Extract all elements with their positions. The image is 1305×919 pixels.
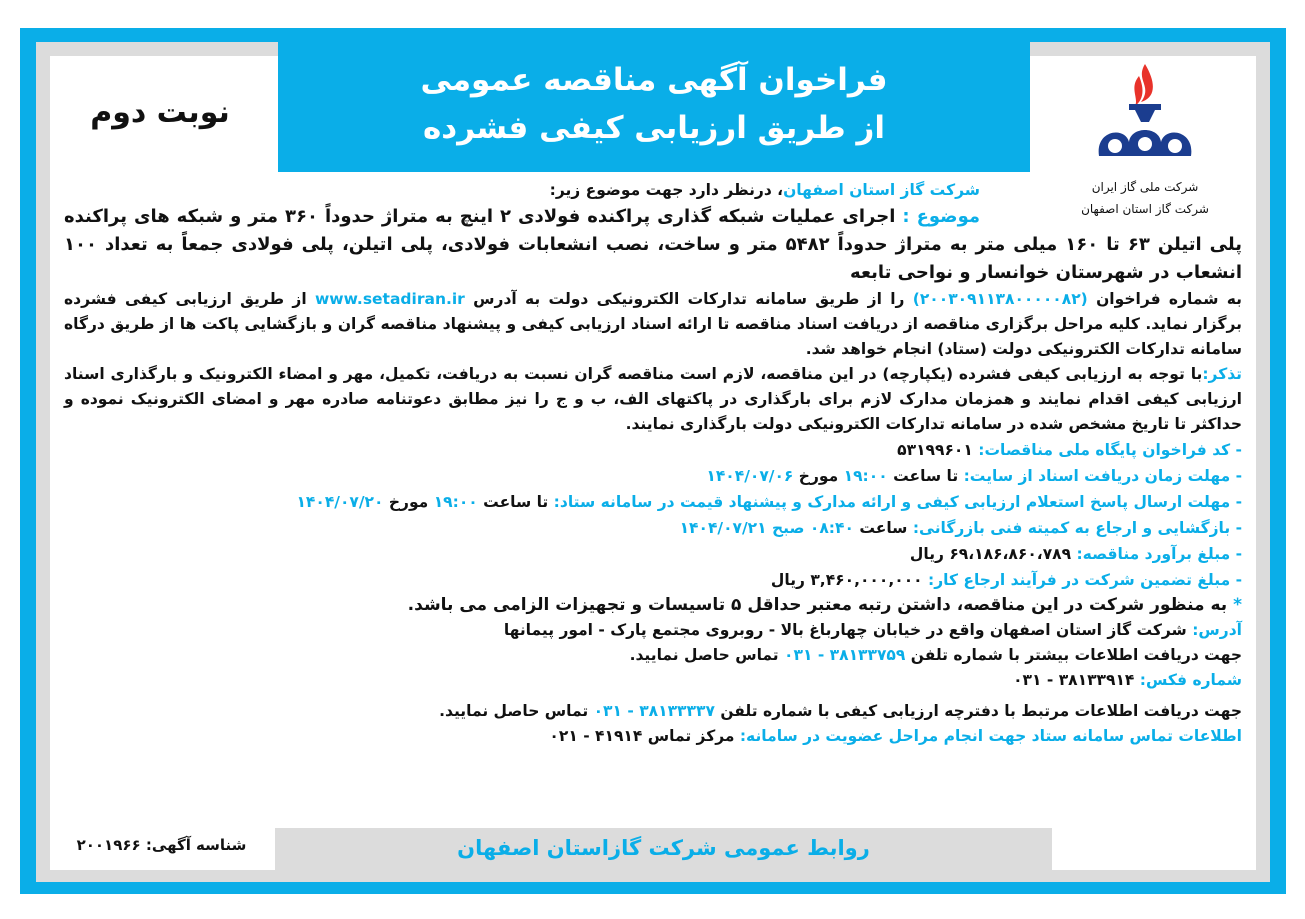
p1-mid: را از طریق سامانه تدارکات الکترونیکی دولت به آدرس bbox=[473, 290, 905, 308]
intro-text: ، درنظر دارد جهت موضوع زیر: bbox=[549, 181, 784, 199]
info-pre: جهت دریافت اطلاعات بیشتر با شماره تلفن bbox=[910, 646, 1242, 664]
paragraph-tender bbox=[64, 287, 1242, 362]
detail-label: - مبلغ تضمین شرکت در فرآیند ارجاع کار: bbox=[928, 571, 1242, 589]
subject-text: اجرای عملیات شبکه گذاری پراکنده فولادی ۲ اینچ به متراژ حدوداً ۳۶۰ متر و شبکه های پراکنده پلی اتیلن ۶۳ تا ۱۶۰ میلی متر به متراژ حدوداً ۵۴۸۲ متر و ساخت، نصب انشعابات فولادی، پلی اتیلن، پلی فولادی جمعاً به تعداد ۱۰۰ انشعاب در شهرستان خوانسار و نواحی تابعه bbox=[64, 206, 1242, 283]
detail-time: ۱۹:۰۰ bbox=[433, 493, 478, 511]
setad-text: مرکز تماس ۴۱۹۱۴ - ۰۲۱ bbox=[549, 727, 735, 745]
requirement-text: به منظور شرکت در این مناقصه، داشتن رتبه معتبر حداقل ۵ تاسیسات و تجهیزات الزامی می باشد. bbox=[407, 595, 1228, 615]
title-line-1: فراخوان آگهی مناقصه عمومی bbox=[420, 62, 888, 98]
detail-label: - کد فراخوان پایگاه ملی مناقصات: bbox=[978, 441, 1242, 459]
address-text: شرکت گاز استان اصفهان واقع در خیابان چهارباغ بالا - روبروی مجتمع پارک - امور پیمانها bbox=[503, 621, 1187, 639]
tender-body bbox=[64, 178, 1242, 749]
reminder bbox=[64, 362, 1242, 437]
detail-value: ۳,۴۶۰,۰۰۰,۰۰۰ ریال bbox=[770, 571, 923, 589]
logo-caption-isfahan: شرکت گاز استان اصفهان bbox=[1081, 202, 1209, 216]
p1-post: از طریق ارزیابی کیفی فشرده برگزار نماید. کلیه مراحل برگزاری مناقصه از دریافت اسناد مناقصه تا ارائه اسناد ارزیابی کیفی و پیشنهاد مناقصه گران و بازگشایی پاکت ها از طریق درگاه سامانه تدارکات الکترونیکی دولت (ستاد) انجام خواهد شد. bbox=[64, 290, 1242, 358]
detail-time: ۱۹:۰۰ bbox=[843, 467, 888, 485]
reminder-label: تذکر: bbox=[1202, 365, 1242, 383]
setad-contact-line bbox=[64, 724, 1242, 749]
logo-caption-nigc: شرکت ملی گاز ایران bbox=[1091, 180, 1199, 194]
caption-spacer bbox=[980, 178, 1242, 228]
detail-value: ساعت bbox=[859, 519, 908, 537]
detail-mid: مورخ bbox=[798, 467, 839, 485]
fax-number: ۳۸۱۳۳۹۱۴ - ۰۳۱ bbox=[1013, 671, 1135, 689]
detail-value: تا ساعت bbox=[483, 493, 549, 511]
detail-time: ۰۸:۴۰ bbox=[809, 519, 854, 537]
fax-line bbox=[64, 668, 1242, 693]
round-label: نوبت دوم bbox=[90, 95, 230, 130]
title-box bbox=[278, 42, 1030, 172]
detail-label: - بازگشایی و ارجاع به کمیته فنی بازرگانی: bbox=[912, 519, 1242, 537]
details-list bbox=[64, 437, 1242, 593]
tender-number: (۲۰۰۳۰۹۱۱۳۸۰۰۰۰۰۸۲) bbox=[912, 290, 1088, 308]
detail-value: تا ساعت bbox=[893, 467, 959, 485]
info-phone: ۳۸۱۳۳۷۵۹ - ۰۳۱ bbox=[784, 646, 906, 664]
gas-company-logo-icon bbox=[1085, 60, 1205, 170]
detail-label: - مبلغ برآورد مناقصه: bbox=[1076, 545, 1242, 563]
quality-post: تماس حاصل نمایید. bbox=[439, 702, 589, 720]
company-name: شرکت گاز استان اصفهان bbox=[783, 181, 980, 199]
detail-item bbox=[64, 437, 1242, 463]
quality-phone-line bbox=[64, 699, 1242, 724]
detail-item bbox=[64, 567, 1242, 593]
requirement-note bbox=[64, 593, 1242, 618]
quality-phone: ۳۸۱۳۳۳۳۷ - ۰۳۱ bbox=[593, 702, 715, 720]
detail-mid: صبح bbox=[772, 519, 805, 537]
address-label: آدرس: bbox=[1192, 621, 1242, 639]
fax-label: شماره فکس: bbox=[1139, 671, 1242, 689]
detail-label: - مهلت ارسال پاسخ استعلام ارزیابی کیفی و ارائه مدارک و پیشنهاد قیمت در سامانه ستاد: bbox=[553, 493, 1242, 511]
star-icon: * bbox=[1233, 595, 1242, 615]
info-post: تماس حاصل نمایید. bbox=[629, 646, 779, 664]
detail-mid: مورخ bbox=[388, 493, 429, 511]
ad-id: شناسه آگهی: ۲۰۰۱۹۶۶ bbox=[76, 836, 247, 854]
detail-item bbox=[64, 541, 1242, 567]
public-relations: روابط عمومی شرکت گازاستان اصفهان bbox=[457, 836, 870, 860]
title-line-2: از طریق ارزیابی کیفی فشرده bbox=[422, 110, 885, 146]
detail-value: ۵۳۱۹۹۶۰۱ bbox=[897, 441, 973, 459]
detail-item bbox=[64, 489, 1242, 515]
info-phone-line bbox=[64, 643, 1242, 668]
detail-item bbox=[64, 515, 1242, 541]
detail-label: - مهلت زمان دریافت اسناد از سایت: bbox=[963, 467, 1242, 485]
detail-date: ۱۴۰۴/۰۷/۲۱ bbox=[679, 519, 767, 537]
setad-link[interactable]: www.setadiran.ir bbox=[314, 290, 465, 308]
detail-item bbox=[64, 463, 1242, 489]
setad-label: اطلاعات تماس سامانه ستاد جهت انجام مراحل عضویت در سامانه: bbox=[739, 727, 1242, 745]
quality-pre: جهت دریافت اطلاعات مرتبط با دفترچه ارزیابی کیفی با شماره تلفن bbox=[720, 702, 1242, 720]
address bbox=[64, 618, 1242, 643]
reminder-text: با توجه به ارزیابی کیفی فشرده (یکپارچه) در این مناقصه، لازم است مناقصه گران نسبت به دریافت، تکمیل، مهر و امضاء الکترونیک و بارگذاری اسناد ارزیابی کیفی اقدام نمایند و همزمان مدارک لازم برای بارگذاری در پاکتهای الف، ب و ج را نیز مطابق دعوتنامه صادره مهر و امضای الکترونیک نموده و حداکثر تا تاریخ مشخص شده در سامانه تدارکات الکترونیکی دولت بارگذاری نمایند. bbox=[64, 365, 1242, 433]
detail-date: ۱۴۰۴/۰۷/۰۶ bbox=[706, 467, 794, 485]
detail-date: ۱۴۰۴/۰۷/۲۰ bbox=[296, 493, 384, 511]
detail-value: ۶۹،۱۸۶،۸۶۰،۷۸۹ ریال bbox=[909, 545, 1072, 563]
p1-pre: به شماره فراخوان bbox=[1096, 290, 1242, 308]
subject-label: موضوع : bbox=[902, 206, 981, 227]
